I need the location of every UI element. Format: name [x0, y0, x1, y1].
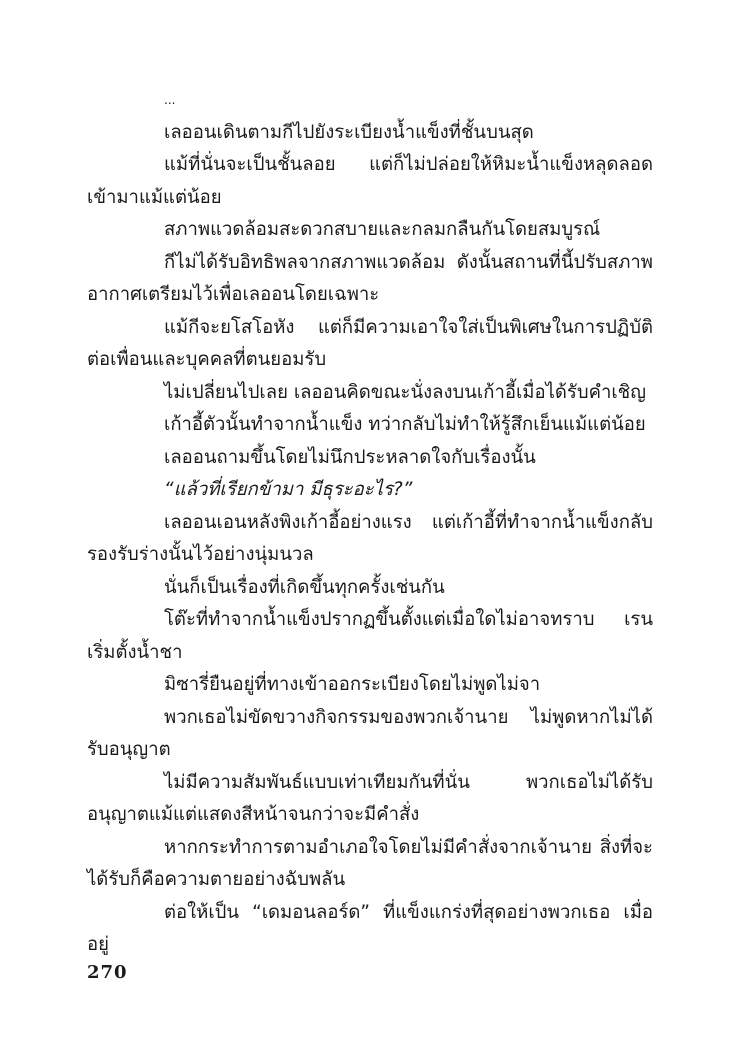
paragraph: เลออนเดินตามกีไปยังระเบียงน้ำแข็งที่ชั้นบนสุด	[164, 121, 534, 143]
paragraph: ไม่มีความสัมพันธ์แบบเท่าเทียมกันที่นั่น พวกเธอไม่ได้รับอนุญาตแม้แต่แสดงสีหน้าจนกว่าจะมีคำสั่ง	[87, 771, 653, 825]
body-text	[87, 84, 653, 962]
paragraph: มิซารี่ยืนอยู่ที่ทางเข้าออกระเบียงโดยไม่พูดไม่จา	[164, 674, 541, 695]
paragraph: นั่นก็เป็นเรื่องที่เกิดขึ้นทุกครั้งเช่นกัน	[164, 576, 445, 598]
page-number: 270	[87, 962, 128, 983]
paragraph: แม้กีจะยโสโอหัง แต่ก็มีความเอาใจใส่เป็นพิเศษในการปฏิบัติต่อเพื่อนและบุคคลที่ตนยอมรับ	[87, 316, 653, 370]
paragraph-list	[87, 117, 653, 962]
paragraph: เก้าอี้ตัวนั้นทำจากน้ำแข็ง ทว่ากลับไม่ทำให้รู้สึกเย็นแม้แต่น้อย	[164, 414, 646, 435]
paragraph: ต่อให้เป็น “เดมอนลอร์ด” ที่แข็งแกร่งที่สุดอย่างพวกเธอ เมื่ออยู่	[87, 901, 653, 955]
ellipsis-marker: ...	[164, 93, 176, 107]
paragraph: พวกเธอไม่ขัดขวางกิจกรรมของพวกเจ้านาย ไม่พูดหากไม่ได้รับอนุญาต	[87, 706, 653, 760]
paragraph: เลออนถามขึ้นโดยไม่นึกประหลาดใจกับเรื่องนั้น	[164, 446, 536, 468]
paragraph: ไม่เปลี่ยนไปเลย เลออนคิดขณะนั่งลงบนเก้าอี้เมื่อได้รับคำเชิญ	[164, 381, 646, 403]
paragraph: เลออนเอนหลังพิงเก้าอี้อย่างแรง แต่เก้าอี้ที่ทำจากน้ำแข็งกลับรองรับร่างนั้นไว้อย่างนุ่มนวล	[87, 511, 653, 565]
paragraph: หากกระทำการตามอำเภอใจโดยไม่มีคำสั่งจากเจ้านาย สิ่งที่จะได้รับก็คือความตายอย่างฉับพลัน	[87, 836, 653, 890]
paragraph: สภาพแวดล้อมสะดวกสบายและกลมกลืนกันโดยสมบูรณ์	[164, 219, 601, 240]
paragraph: “แล้วที่เรียกข้ามา มีธุระอะไร?”	[164, 479, 413, 500]
paragraph: โต๊ะที่ทำจากน้ำแข็งปรากฏขึ้นตั้งแต่เมื่อใดไม่อาจทราบ เรนเริ่มตั้งน้ำชา	[87, 609, 653, 663]
paragraph: กีไม่ได้รับอิทธิพลจากสภาพแวดล้อม ดังนั้นสถานที่นี้ปรับสภาพอากาศเตรียมไว้เพื่อเลออนโดยเฉพาะ	[87, 251, 653, 305]
paragraph: แม้ที่นั่นจะเป็นชั้นลอย แต่ก็ไม่ปล่อยให้หิมะน้ำแข็งหลุดลอดเข้ามาแม้แต่น้อย	[87, 154, 653, 208]
